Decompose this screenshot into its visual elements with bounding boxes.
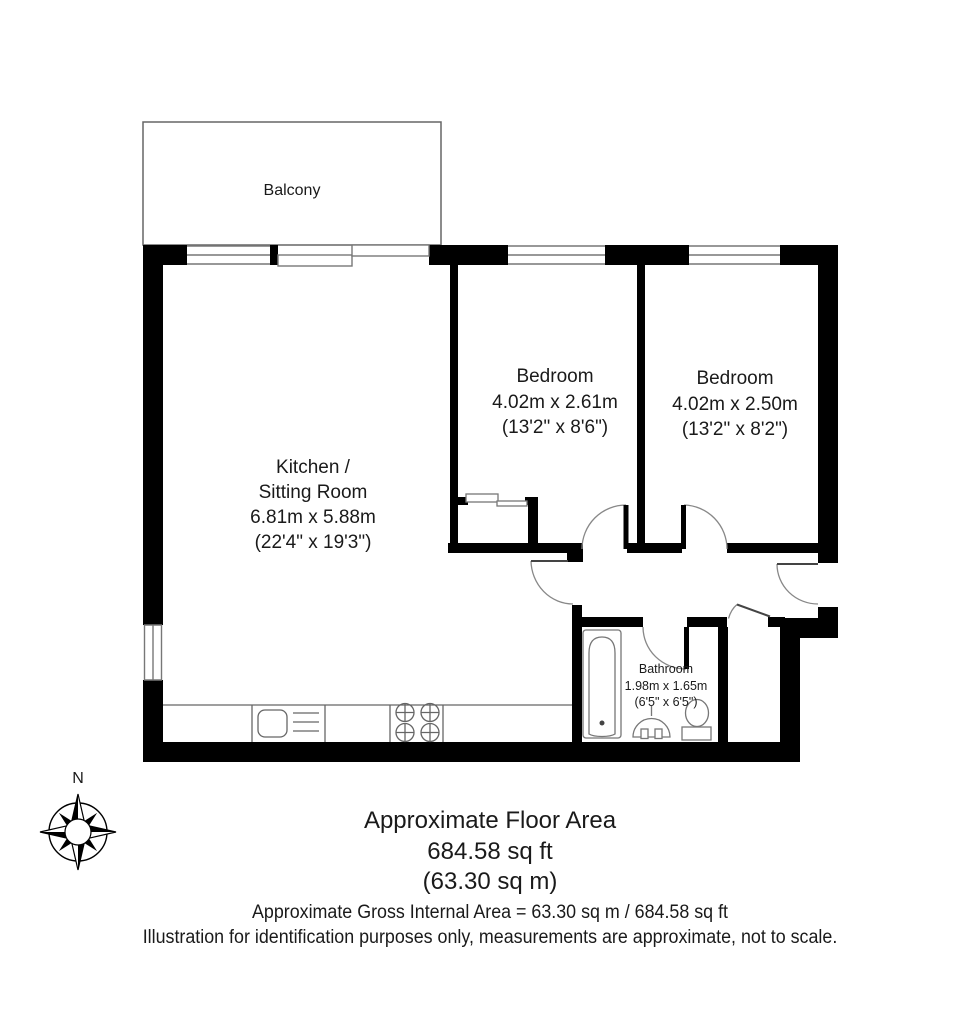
room-dimensions-imperial: (13'2" x 8'6") [501,417,609,438]
room-dimensions-metric: 4.02m x 2.50m [672,393,798,415]
cupboard-door-arc [729,605,738,619]
room-dimensions-metric: 6.81m x 5.88m [250,507,376,528]
closet-sliding-door [466,494,527,506]
room-dimensions-imperial: (13'2" x 8'2") [681,419,789,440]
room-dimensions-imperial: (6'5" x 6'5") [634,695,698,709]
kitchen-counter [163,704,572,743]
room-name: Kitchen / [276,457,350,478]
room-name: Bedroom [696,368,774,389]
gross-internal-area-line: Approximate Gross Internal Area = 63.30 sq m / 684.58 sq ft [251,902,729,923]
floor-area-summary [290,806,690,898]
floor-area-sqm: (63.30 sq m) [422,868,558,895]
compass-rose-icon [40,794,116,870]
floor-area-sqft: 684.58 sq ft [427,837,553,865]
room-name: Bathroom [638,662,694,676]
kitchen-door-arc [531,561,573,604]
bedroom1-door-arc [582,505,626,549]
hob [396,704,439,742]
room-name: Sitting Room [258,482,368,503]
kitchen-sitting-room-label [195,455,431,555]
entrance-door-arc [777,564,818,604]
room-dimensions-metric: 4.02m x 2.61m [492,391,618,413]
floor-area-title: Approximate Floor Area [363,807,617,834]
room-dimensions-metric: 1.98m x 1.65m [624,678,708,693]
bedroom2-label [645,366,825,443]
room-dimensions-imperial: (22'4" x 19'3") [254,532,372,553]
bedroom1-label [465,364,645,441]
compass-north-label: N [72,770,84,787]
sink [258,710,287,737]
bathroom-label [586,661,746,711]
cupboard-door-leaf [737,605,770,617]
room-name: Bedroom [516,366,594,387]
balcony-label: Balcony [263,182,321,199]
disclaimer-line: Illustration for identification purposes only, measurements are approximate, not to scale. [142,927,838,948]
bedroom2-door-leaf [681,505,686,549]
toilet [633,706,670,739]
bedroom1-door-leaf [624,505,629,549]
bedroom2-door-arc [684,505,727,549]
